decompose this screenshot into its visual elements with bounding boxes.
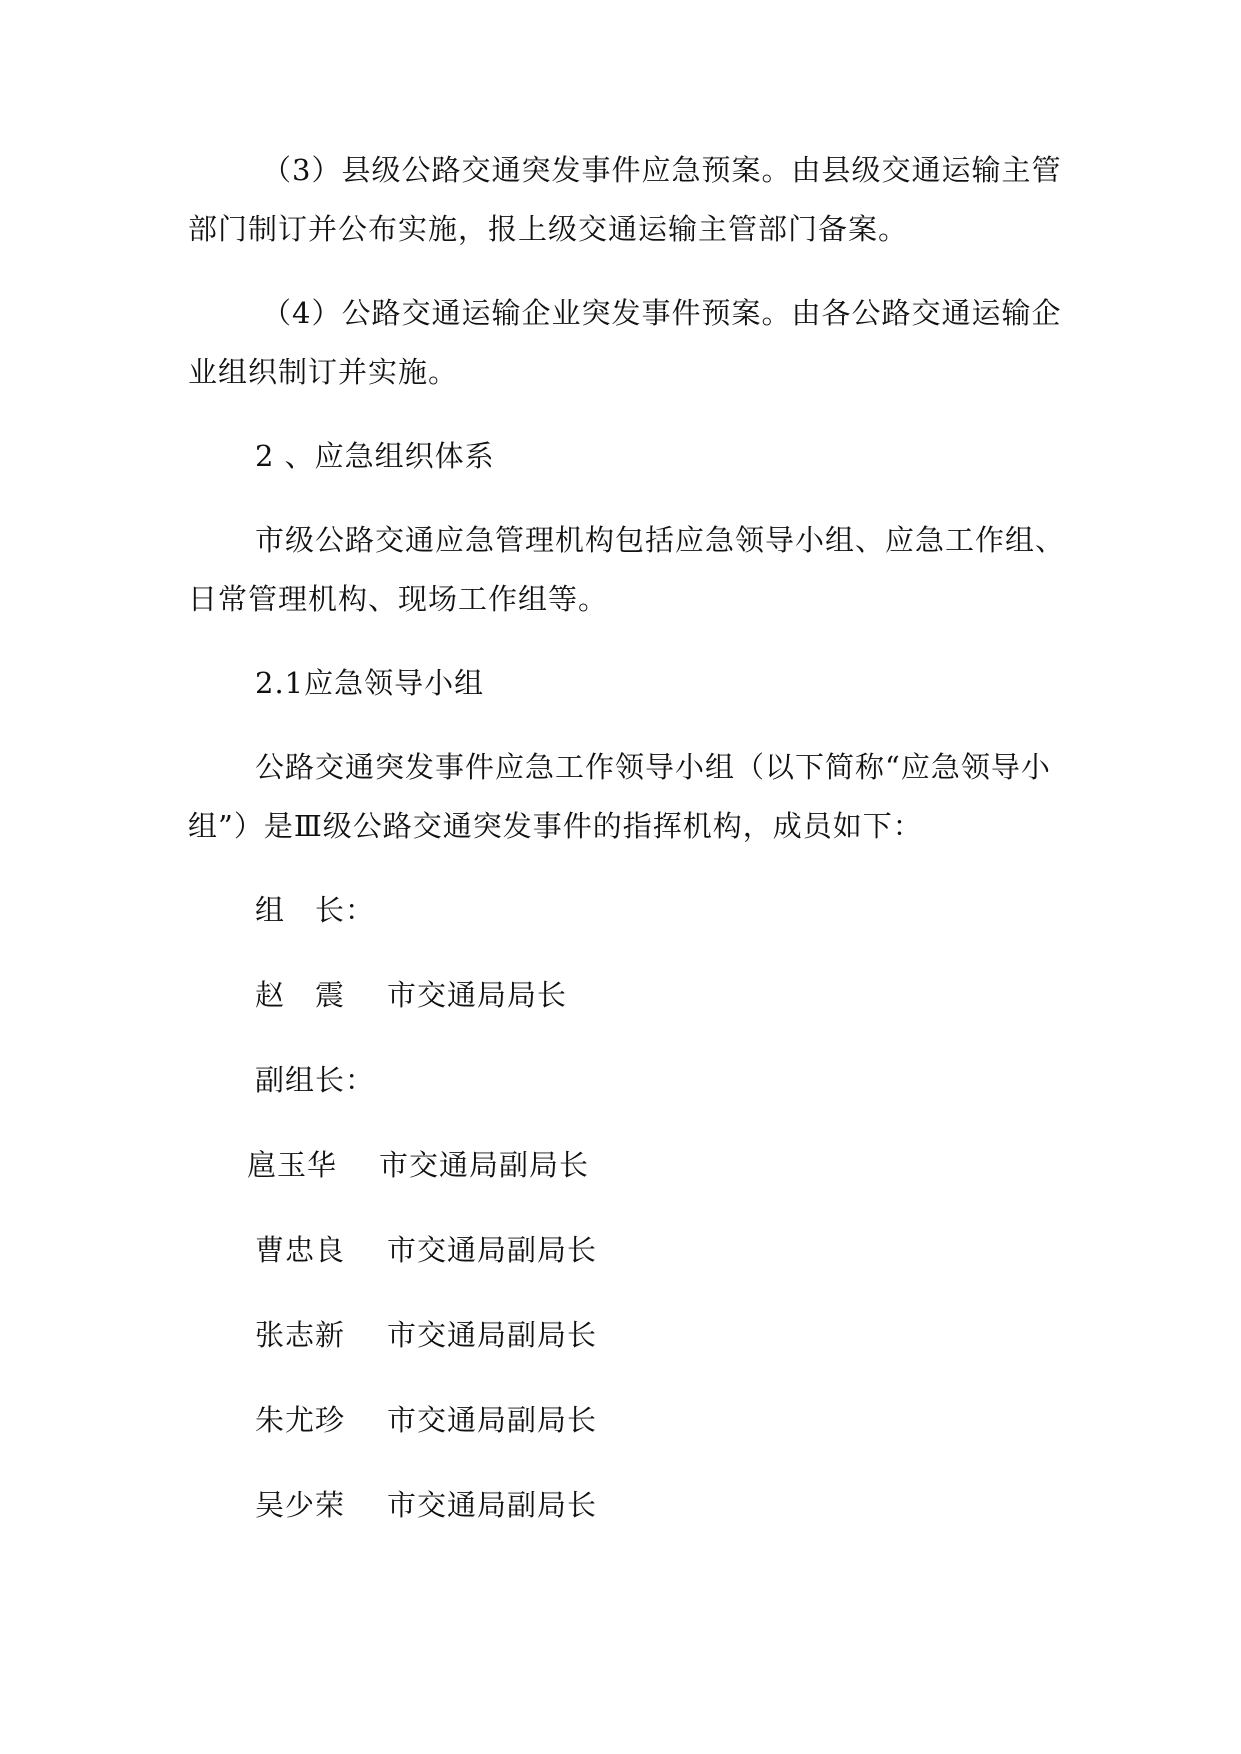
deputy-row xyxy=(255,1485,597,1525)
leader-title: 市交通局局长 xyxy=(387,978,568,1012)
deputy-name: 扈玉华 xyxy=(247,1148,338,1182)
deputy-title: 市交通局副局长 xyxy=(387,1318,598,1352)
leader-row xyxy=(255,975,567,1015)
section-2-line-1: 市级公路交通应急管理机构包括应急领导小组、应急工作组、 xyxy=(255,523,1066,557)
leader-label: 组 长： xyxy=(255,893,376,927)
section-2-1-heading: 2.1应急领导小组 xyxy=(255,666,485,700)
section-2-line-2: 日常管理机构、现场工作组等。 xyxy=(188,582,609,616)
section-2-heading: 2 、应急组织体系 xyxy=(255,439,495,473)
section-2-1-line-2: 组”）是Ⅲ级公路交通突发事件的指挥机构，成员如下： xyxy=(188,809,923,843)
paragraph-3-line-1: （3）县级公路交通突发事件应急预案。由县级交通运输主管 xyxy=(262,153,1062,187)
paragraph-4-line-1: （4）公路交通运输企业突发事件预案。由各公路交通运输企 xyxy=(262,296,1062,330)
deputy-title: 市交通局副局长 xyxy=(387,1403,598,1437)
leader-name: 赵 震 xyxy=(255,978,346,1012)
deputy-row xyxy=(255,1230,597,1270)
deputy-row xyxy=(255,1400,597,1440)
deputy-title: 市交通局副局长 xyxy=(387,1233,598,1267)
deputy-name: 吴少荣 xyxy=(255,1488,346,1522)
deputies-label: 副组长： xyxy=(255,1063,376,1097)
deputy-name: 朱尤珍 xyxy=(255,1403,346,1437)
deputy-title: 市交通局副局长 xyxy=(379,1148,590,1182)
deputy-row xyxy=(247,1145,589,1185)
deputy-row xyxy=(255,1315,597,1355)
deputy-title: 市交通局副局长 xyxy=(387,1488,598,1522)
section-2-1-line-1: 公路交通突发事件应急工作领导小组（以下简称“应急领导小 xyxy=(255,750,1051,784)
deputy-name: 曹忠良 xyxy=(255,1233,346,1267)
paragraph-3-line-2: 部门制订并公布实施，报上级交通运输主管部门备案。 xyxy=(188,212,909,246)
paragraph-4-line-2: 业组织制订并实施。 xyxy=(188,355,459,389)
deputy-name: 张志新 xyxy=(255,1318,346,1352)
